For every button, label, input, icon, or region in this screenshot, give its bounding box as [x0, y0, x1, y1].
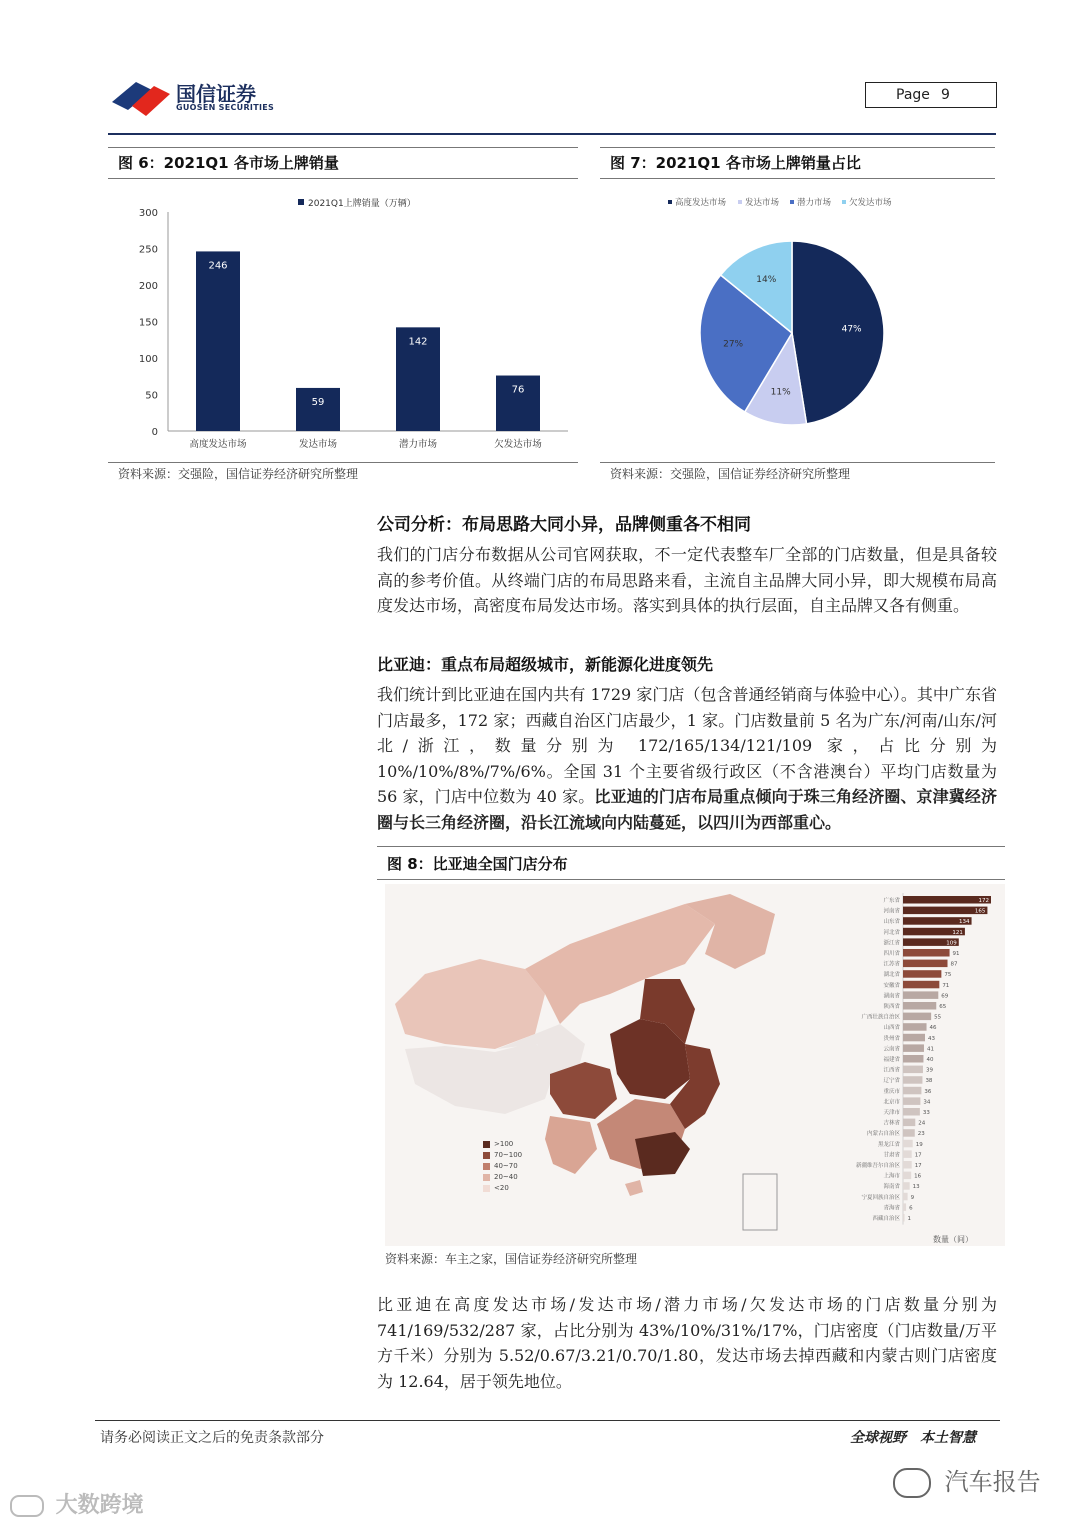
paragraph-2: [377, 682, 997, 835]
fig6-title: 图 6：2021Q1 各市场上牌销量: [118, 154, 339, 172]
province-value-label: 40: [926, 1057, 934, 1063]
province-value-label: 39: [925, 1067, 933, 1074]
watermark-left: [10, 1488, 144, 1519]
province-label: 吉林省: [883, 1120, 900, 1127]
bar-data-label: 76: [511, 384, 525, 396]
fig8-top-rule: [377, 846, 1005, 847]
paragraph-2-bold: 比亚迪的门店布局重点倾向于珠三角经济圈、京津冀经济圈与长三角经济圈，沿长江流域向内陆蔓延，以四川为西部重心。: [377, 787, 997, 832]
map-inset-box: [743, 1174, 777, 1230]
page-label: Page: [896, 87, 930, 103]
province-value-label: 41: [926, 1046, 934, 1053]
province-label: 天津市: [883, 1110, 900, 1116]
legend-label: 高度发达市场: [675, 198, 727, 208]
province-value-label: 69: [941, 993, 949, 1000]
map-legend: [483, 1139, 522, 1194]
y-tick-label: 150: [138, 317, 158, 329]
legend-swatch: [790, 200, 794, 204]
map-legend-item: [483, 1150, 522, 1161]
province-label: 黑龙江省: [877, 1141, 900, 1148]
province-bar-9: [903, 991, 938, 999]
paragraph-1: 我们的门店分布数据从公司官网获取，不一定代表整车厂全部的门店数量，但是具备较高的参考价值。从终端门店的布局思路来看，主流自主品牌大同小异，即大规模布局高度发达市场，高密度布局发达市场。落实到具体的执行层面，自主品牌又各有侧重。: [377, 545, 997, 615]
logo-mark-icon: [110, 76, 172, 120]
fig6-title-rule: [108, 178, 578, 179]
map-legend-label: 20~40: [494, 1173, 518, 1181]
map-region-hainan: [625, 1180, 643, 1196]
province-value-label: 23: [917, 1131, 925, 1138]
province-bar-10: [903, 1002, 936, 1010]
province-label: 辽宁省: [883, 1078, 900, 1085]
province-value-label: 33: [922, 1110, 930, 1116]
province-label: 湖南省: [883, 993, 900, 1000]
province-value-label: 13: [912, 1184, 920, 1191]
map-region-xinjiang: [395, 959, 545, 1049]
map-legend-item: [483, 1139, 522, 1150]
fig7-title: 图 7：2021Q1 各市场上牌销量占比: [610, 154, 861, 172]
province-label: 内蒙古自治区: [866, 1131, 900, 1138]
paragraph-3: 比亚迪在高度发达市场/发达市场/潜力市场/欠发达市场的门店数量分别为 741/169/532/287 家，占比分别为 43%/10%/31%/17%，门店密度（门店数量/万平方千米）分别为 5.52/0.67/3.21/0.70/1.80，发达市场去掉西藏和内蒙古则门店密度为 12.64，居于领先地位。: [377, 1295, 997, 1391]
x-tick-label: 高度发达市场: [189, 439, 247, 450]
fig7-source: 资料来源：交强险，国信证券经济研究所整理: [610, 467, 851, 481]
header-rule: [108, 133, 996, 135]
watermark-logo-icon: [10, 1495, 44, 1517]
province-bar-12: [903, 1023, 927, 1030]
map-legend-label: >100: [494, 1140, 514, 1148]
province-value-label: 38: [925, 1078, 933, 1085]
legend-swatch: [738, 200, 742, 204]
province-value-label: 36: [924, 1088, 932, 1095]
fig6-bar-chart: [108, 180, 578, 460]
y-tick-label: 300: [138, 208, 158, 219]
province-label: 浙江省: [883, 940, 900, 947]
map-legend-swatch: [483, 1174, 490, 1181]
fig7-bottom-rule: [600, 462, 995, 463]
province-value-label: 46: [929, 1025, 937, 1032]
watermark-right-text: 汽车报告: [944, 1468, 1041, 1496]
province-bar-6: [903, 960, 948, 968]
province-value-label: 75: [944, 972, 952, 979]
province-bar-20: [903, 1108, 920, 1116]
footer-slogan: 全球视野 本土智慧: [850, 1430, 976, 1446]
map-legend-item: [483, 1172, 522, 1183]
fig6-top-rule: [108, 147, 578, 148]
province-bar-15: [903, 1055, 923, 1063]
footer-disclaimer: 请务必阅读正文之后的免责条款部分: [100, 1430, 324, 1446]
province-value-label: 87: [950, 961, 958, 968]
province-label: 安徽省: [883, 982, 900, 989]
fig8-source: 资料来源：车主之家，国信证券经济研究所整理: [385, 1252, 638, 1266]
province-label: 河南省: [883, 908, 900, 915]
paragraph-2-normal: 我们统计到比亚迪在国内共有 1729 家门店（包含普通经销商与体验中心）。其中广东省门店最多，172 家；西藏自治区门店最少，1 家。门店数量前 5 名为广东/河南/山东/河北/浙江，数量分别为 172/165/134/121/109 家，占比分别为 10%/10%/8%/7%/6%。全国 31 个主要省级行政区（不含港澳台）平均门店数量为 56 家，门店中位数为 40 家。: [377, 685, 997, 806]
province-label: 福建省: [883, 1057, 900, 1063]
province-value-label: 109: [946, 940, 957, 947]
province-bar-chart: [785, 884, 1005, 1246]
province-value-label: 91: [952, 951, 960, 957]
map-legend-label: 70~100: [494, 1151, 523, 1159]
pie-label: 14%: [756, 275, 777, 286]
wechat-icon: [893, 1468, 931, 1498]
province-value-label: 19: [915, 1141, 923, 1148]
legend-swatch: [298, 199, 304, 205]
province-bar-7: [903, 970, 941, 978]
map-legend-item: [483, 1161, 522, 1172]
province-bar-23: [903, 1140, 913, 1148]
y-tick-label: 250: [138, 244, 158, 256]
pie-slice-0: [792, 241, 884, 424]
legend-swatch: [842, 200, 846, 204]
province-bar-22: [903, 1129, 915, 1137]
x-tick-label: 潜力市场: [398, 439, 438, 450]
province-label: 海南省: [883, 1184, 900, 1191]
province-label: 贵州省: [883, 1035, 900, 1042]
province-value-label: 55: [934, 1014, 942, 1021]
province-label: 湖北省: [883, 972, 900, 979]
fig6-source: 资料来源：交强险，国信证券经济研究所整理: [118, 467, 359, 481]
map-legend-swatch: [483, 1152, 490, 1159]
province-label: 青海省: [883, 1205, 900, 1212]
bar-1: [296, 388, 340, 431]
province-bar-14: [903, 1044, 924, 1052]
fig6-bottom-rule: [108, 462, 578, 463]
legend-label: 欠发达市场: [849, 198, 892, 208]
map-region-tibet: [405, 1042, 555, 1114]
province-value-label: 121: [952, 929, 963, 936]
province-label: 北京市: [883, 1099, 900, 1106]
province-label: 四川省: [883, 951, 900, 957]
footer-rule: [95, 1420, 1000, 1421]
province-label: 江苏省: [883, 961, 900, 968]
map-legend-label: <20: [494, 1184, 509, 1192]
fig8-title-rule: [377, 879, 1005, 880]
province-value-label: 65: [939, 1004, 947, 1010]
province-bar-13: [903, 1034, 925, 1042]
province-bar-18: [903, 1087, 921, 1095]
province-label: 江西省: [883, 1067, 900, 1074]
map-legend-label: 40~70: [494, 1162, 518, 1170]
section-heading: 公司分析：布局思路大同小异，品牌侧重各不相同: [377, 515, 751, 535]
legend-swatch: [668, 200, 672, 204]
map-region-yunnan: [545, 1116, 597, 1174]
fig8-panel: [385, 884, 1005, 1246]
province-bar-29: [903, 1203, 906, 1211]
province-label: 新疆维吾尔自治区: [855, 1163, 900, 1169]
legend-label: 2021Q1上牌销量（万辆）: [308, 199, 416, 209]
x-tick-label: 发达市场: [298, 439, 338, 450]
province-label: 河北省: [883, 929, 900, 936]
province-value-label: 17: [914, 1163, 922, 1169]
pie-label: 11%: [770, 387, 791, 398]
brand-name-en: GUOSEN SECURITIES: [176, 103, 275, 112]
province-label: 广东省: [883, 898, 900, 904]
province-value-label: 6: [909, 1205, 913, 1212]
fig7-top-rule: [600, 147, 995, 148]
y-tick-label: 0: [151, 427, 158, 438]
province-value-label: 17: [914, 1152, 922, 1159]
province-bar-21: [903, 1119, 915, 1127]
province-value-label: 34: [923, 1099, 931, 1106]
bar-axis-label: 数量（间）: [933, 1235, 973, 1244]
province-bar-27: [903, 1182, 910, 1190]
province-value-label: 134: [959, 919, 970, 926]
bar-0: [196, 251, 240, 431]
province-label: 山西省: [883, 1025, 900, 1032]
bar-data-label: 246: [208, 260, 228, 272]
y-tick-label: 100: [138, 354, 158, 365]
brand-logo: [110, 76, 280, 120]
province-bar-24: [903, 1150, 912, 1158]
province-bar-30: [903, 1214, 905, 1222]
province-value-label: 165: [974, 908, 986, 915]
province-value-label: 16: [914, 1173, 922, 1180]
province-label: 陕西省: [883, 1004, 900, 1010]
watermark-right: [893, 1462, 1041, 1498]
legend-label: 潜力市场: [797, 198, 832, 208]
province-bar-16: [903, 1066, 923, 1074]
y-tick-label: 200: [138, 281, 158, 292]
x-tick-label: 欠发达市场: [494, 439, 542, 450]
province-label: 宁夏回族自治区: [861, 1194, 900, 1201]
page-number-box: [865, 82, 997, 108]
watermark-left-text: 大数跨境: [55, 1493, 144, 1518]
province-label: 重庆市: [883, 1088, 900, 1095]
province-bar-11: [903, 1013, 931, 1021]
province-bar-5: [903, 949, 950, 957]
province-label: 西藏自治区: [872, 1216, 900, 1222]
province-value-label: 172: [978, 898, 989, 904]
pie-label: 27%: [723, 339, 744, 350]
brand-name: 国信证券: [176, 82, 256, 106]
bar-data-label: 142: [408, 336, 428, 348]
fig8-title: 图 8：比亚迪全国门店分布: [387, 855, 568, 873]
map-legend-swatch: [483, 1163, 490, 1170]
province-value-label: 71: [942, 982, 950, 989]
fig7-title-rule: [600, 178, 995, 179]
byd-subheading: 比亚迪：重点布局超级城市，新能源化进度领先: [377, 655, 714, 674]
province-bar-8: [903, 981, 939, 989]
province-label: 上海市: [883, 1173, 900, 1180]
province-label: 广西壮族自治区: [861, 1014, 900, 1021]
province-bar-25: [903, 1161, 912, 1169]
province-label: 山东省: [883, 919, 900, 926]
province-value-label: 9: [910, 1194, 915, 1201]
province-label: 甘肃省: [883, 1152, 900, 1159]
province-value-label: 43: [928, 1035, 935, 1042]
china-store-map: [385, 884, 785, 1246]
province-bar-17: [903, 1076, 922, 1084]
page-number: 9: [941, 87, 950, 103]
map-legend-swatch: [483, 1185, 490, 1192]
y-tick-label: 50: [145, 390, 158, 402]
pie-label: 47%: [841, 324, 862, 335]
province-bar-28: [903, 1193, 908, 1201]
province-bar-26: [903, 1172, 911, 1180]
province-bar-19: [903, 1097, 920, 1105]
map-legend-swatch: [483, 1141, 490, 1148]
bar-data-label: 59: [311, 396, 325, 408]
province-label: 云南省: [883, 1046, 900, 1053]
province-value-label: 1: [907, 1216, 911, 1222]
province-value-label: 24: [918, 1120, 926, 1127]
map-legend-item: [483, 1183, 522, 1194]
fig7-pie-chart: [600, 180, 995, 460]
legend-label: 发达市场: [745, 198, 780, 208]
